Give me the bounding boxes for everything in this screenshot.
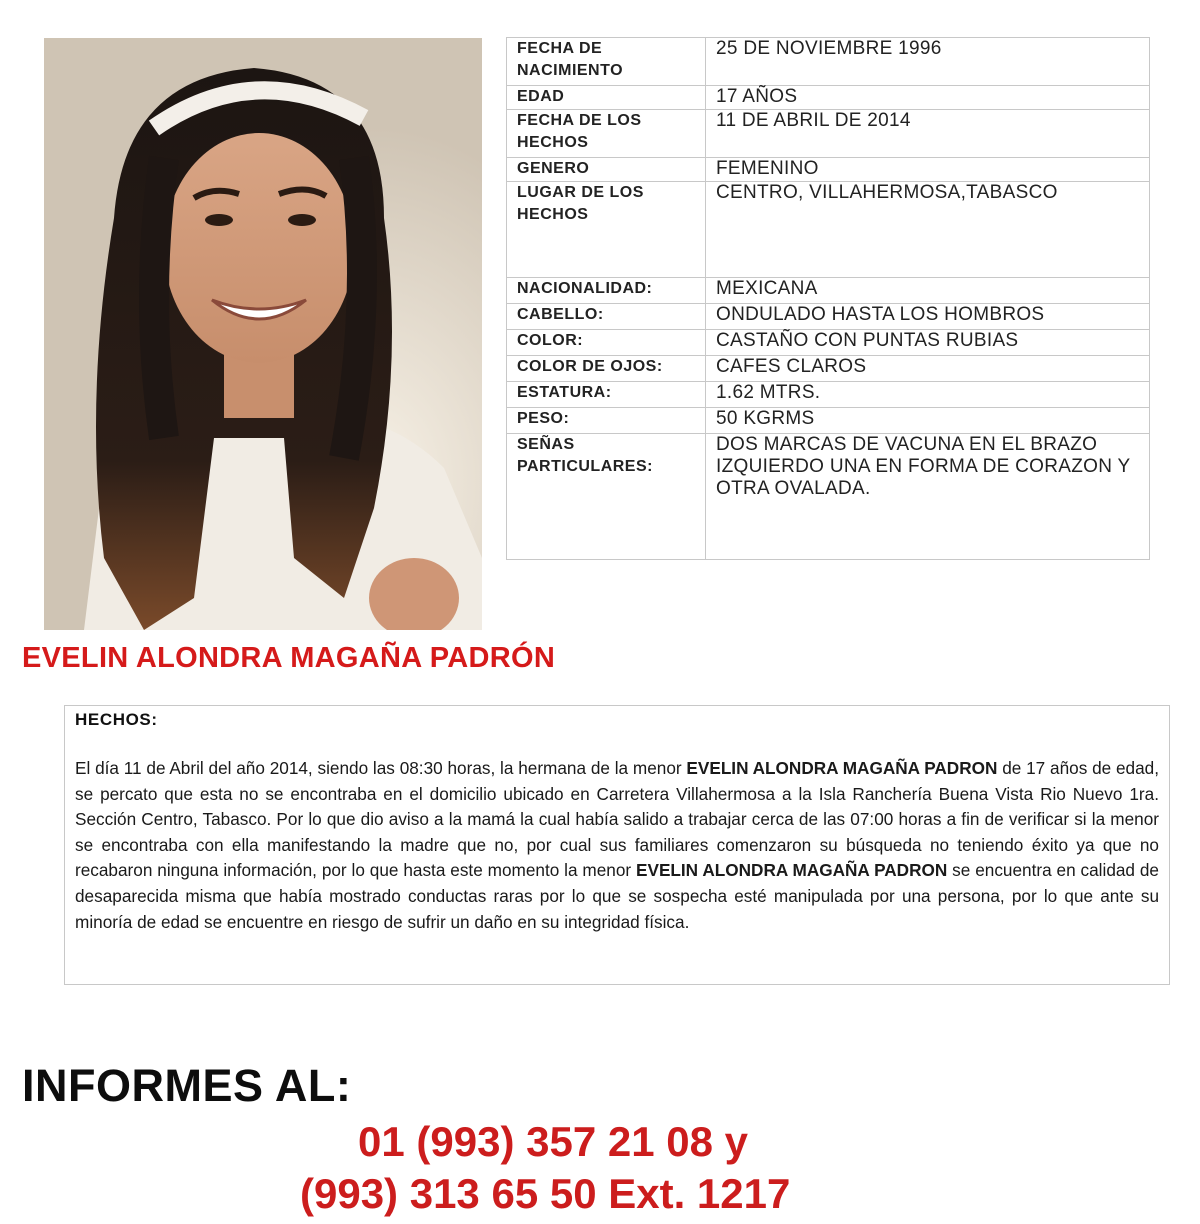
value-peso: 50 KGRMS <box>706 408 1150 434</box>
details-table <box>506 37 1150 560</box>
person-name: EVELIN ALONDRA MAGAÑA PADRÓN <box>22 642 556 674</box>
value-nacionalidad: MEXICANA <box>706 278 1150 304</box>
label-senas: SEÑAS PARTICULARES: <box>507 434 706 560</box>
label-color: COLOR: <box>507 330 706 356</box>
row-color <box>507 330 1150 356</box>
row-nacionalidad <box>507 278 1150 304</box>
value-edad: 17 AÑOS <box>706 86 1150 110</box>
phone-number-2: (993) 313 65 50 Ext. 1217 <box>300 1170 791 1217</box>
value-fecha-hechos: 11 DE ABRIL DE 2014 <box>706 110 1150 158</box>
hechos-text <box>75 756 1159 935</box>
value-color-ojos: CAFES CLAROS <box>706 356 1150 382</box>
hechos-section <box>64 705 1170 985</box>
label-genero: GENERO <box>507 158 706 182</box>
row-color-ojos <box>507 356 1150 382</box>
label-nacionalidad: NACIONALIDAD: <box>507 278 706 304</box>
label-cabello: CABELLO: <box>507 304 706 330</box>
value-color: CASTAÑO CON PUNTAS RUBIAS <box>706 330 1150 356</box>
phone-number-1: 01 (993) 357 21 08 y <box>358 1118 748 1165</box>
row-cabello <box>507 304 1150 330</box>
hechos-name-2: EVELIN ALONDRA MAGAÑA PADRON <box>636 860 948 881</box>
label-fecha-nacimiento: FECHA DE NACIMIENTO <box>507 38 706 86</box>
label-estatura: ESTATURA: <box>507 382 706 408</box>
row-fecha-hechos <box>507 110 1150 158</box>
hechos-name-1: EVELIN ALONDRA MAGAÑA PADRON <box>686 758 998 778</box>
row-senas <box>507 434 1150 560</box>
value-lugar-hechos: CENTRO, VILLAHERMOSA,TABASCO <box>706 182 1150 278</box>
value-estatura: 1.62 MTRS. <box>706 382 1150 408</box>
value-fecha-nacimiento: 25 DE NOVIEMBRE 1996 <box>706 38 1150 86</box>
label-fecha-hechos: FECHA DE LOS HECHOS <box>507 110 706 158</box>
row-edad <box>507 86 1150 110</box>
label-color-ojos: COLOR DE OJOS: <box>507 356 706 382</box>
row-lugar-hechos <box>507 182 1150 278</box>
label-lugar-hechos: LUGAR DE LOS HECHOS <box>507 182 706 278</box>
value-genero: FEMENINO <box>706 158 1150 182</box>
row-estatura <box>507 382 1150 408</box>
row-fecha-nacimiento <box>507 38 1150 86</box>
value-cabello: ONDULADO HASTA LOS HOMBROS <box>706 304 1150 330</box>
hechos-label: HECHOS: <box>75 710 158 729</box>
hechos-part-3: se encuentra en calidad de desaparecida misma que había mostrado conductas raras por lo que se sospecha esté manipulada por una persona, por lo que ante su minoría de edad se encuentre en riesgo de sufrir un daño en su integridad física. <box>75 860 1159 932</box>
hechos-part-2: de 17 años de edad, se percato que esta no se encontraba en el domicilio ubicado en Carretera Villahermosa a la Isla Ranchería Buena Vista Rio Nuevo 1ra. Sección Centro, Tabasco. Por lo que dio aviso a la mamá la cual había salido a trabajar cerca de las 07:00 horas a fin de verificar si la menor se encontraba con ella manifestando la madre que no, por cual sus familiares comenzaron su búsqueda no teniendo éxito ya que no recabaron ninguna información, por lo que hasta este momento la menor <box>75 758 1159 881</box>
label-peso: PESO: <box>507 408 706 434</box>
row-peso <box>507 408 1150 434</box>
label-edad: EDAD <box>507 86 706 110</box>
portrait-illustration <box>44 38 482 630</box>
row-genero <box>507 158 1150 182</box>
value-senas: DOS MARCAS DE VACUNA EN EL BRAZO IZQUIERDO UNA EN FORMA DE CORAZON Y OTRA OVALADA. <box>706 434 1150 560</box>
hechos-part-1: El día 11 de Abril del año 2014, siendo las 08:30 horas, la hermana de la menor <box>75 758 687 778</box>
missing-person-photo <box>44 38 482 630</box>
informes-heading: INFORMES AL: <box>22 1060 352 1111</box>
